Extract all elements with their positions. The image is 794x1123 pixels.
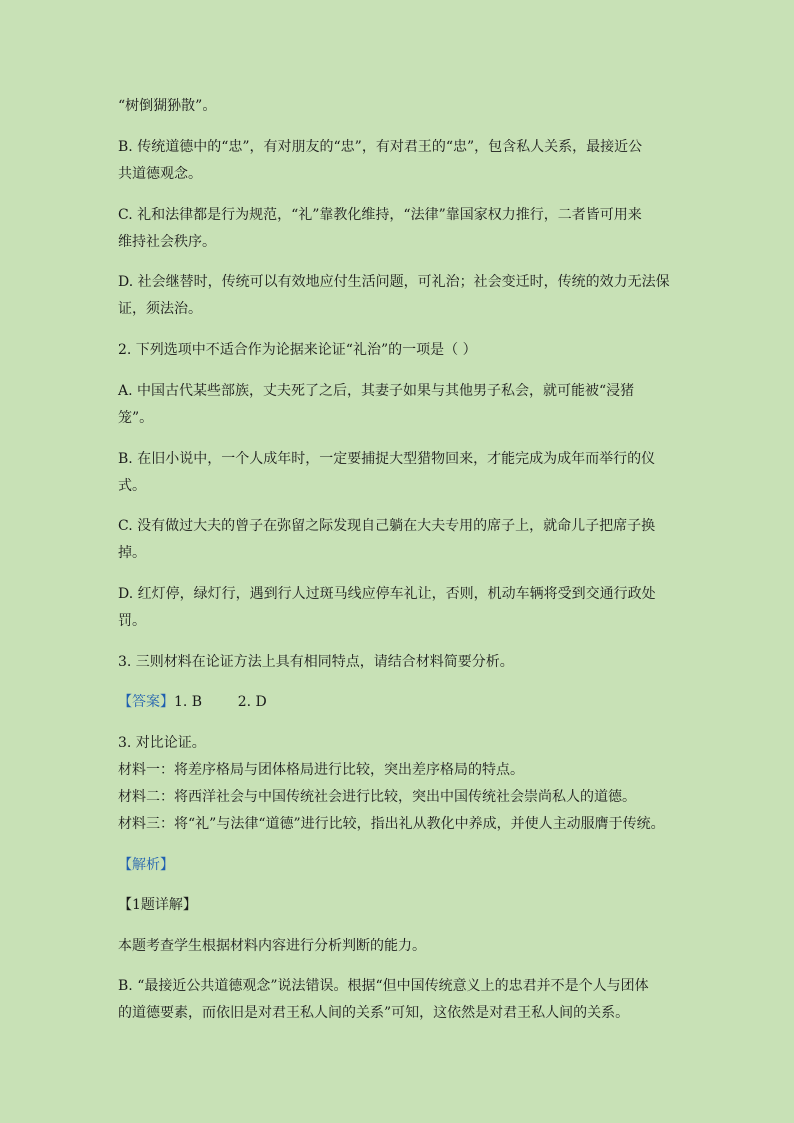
analysis-intro: 本题考查学生根据材料内容进行分析判断的能力。 xyxy=(118,938,426,954)
q1-option-d-line1: D. 社会继替时，传统可以有效地应付生活问题，可礼治；社会变迁时，传统的效力无法保 xyxy=(118,274,670,290)
q2-option-c-line1: C. 没有做过大夫的曾子在弥留之际发现自己躺在大夫专用的席子上，就命儿子把席子换 xyxy=(118,518,656,534)
answer-tag: 【答案】 xyxy=(118,694,174,710)
q2-stem: 2. 下列选项中不适合作为论据来论证“礼治”的一项是（ ） xyxy=(118,342,477,358)
analysis-tag: 【解析】 xyxy=(118,857,174,873)
q1-option-b-line2: 共道德观念。 xyxy=(118,166,202,182)
answer-text: 1. B 2. D xyxy=(174,694,267,710)
q2-option-b-line1: B. 在旧小说中，一个人成年时，一定要捕捉大型猎物回来，才能完成为成年而举行的仪 xyxy=(118,451,656,467)
q1-option-c-line1: C. 礼和法律都是行为规范，“礼”靠教化维持，“法律”靠国家权力推行，二者皆可用来 xyxy=(118,207,642,223)
answer-q3-title: 3. 对比论证。 xyxy=(118,735,206,751)
q2-option-a-line1: A. 中国古代某些部族，丈夫死了之后，其妻子如果与其他男子私会，就可能被“浸猪 xyxy=(118,383,635,399)
answer-material2: 材料二：将西洋社会与中国传统社会进行比较，突出中国传统社会崇尚私人的道德。 xyxy=(118,789,636,805)
q2-option-a-line2: 笼”。 xyxy=(118,410,154,426)
answer-line xyxy=(118,693,267,711)
q2-option-d-line1: D. 红灯停，绿灯行，遇到行人过斑马线应停车礼让，否则，机动车辆将受到交通行政处 xyxy=(118,586,656,602)
q2-option-c-line2: 掉。 xyxy=(118,545,146,561)
answer-material1: 材料一：将差序格局与团体格局进行比较，突出差序格局的特点。 xyxy=(118,762,524,778)
q1-option-c-line2: 维持社会秩序。 xyxy=(118,234,216,250)
q1-option-b-line1: B. 传统道德中的“忠”，有对朋友的“忠”，有对君王的“忠”，包含私人关系，最接近公 xyxy=(118,139,643,155)
analysis-b-line2: 的道德要素，而依旧是对君王私人间的关系”可知，这依然是对君王私人间的关系。 xyxy=(118,1005,630,1021)
analysis-detail-heading: 【1题详解】 xyxy=(118,897,197,913)
q1-continuation: “树倒猢狲散”。 xyxy=(118,98,217,114)
q2-option-b-line2: 式。 xyxy=(118,478,146,494)
q2-option-d-line2: 罚。 xyxy=(118,613,146,629)
q1-option-d-line2: 证，须法治。 xyxy=(118,301,202,317)
answer-material3: 材料三：将“礼”与法律“道德”进行比较，指出礼从教化中养成，并使人主动服膺于传统。 xyxy=(118,816,665,832)
analysis-b-line1: B. “最接近公共道德观念”说法错误。根据“但中国传统意义上的忠君并不是个人与团体 xyxy=(118,978,649,994)
q3-stem: 3. 三则材料在论证方法上具有相同特点，请结合材料简要分析。 xyxy=(118,654,514,670)
